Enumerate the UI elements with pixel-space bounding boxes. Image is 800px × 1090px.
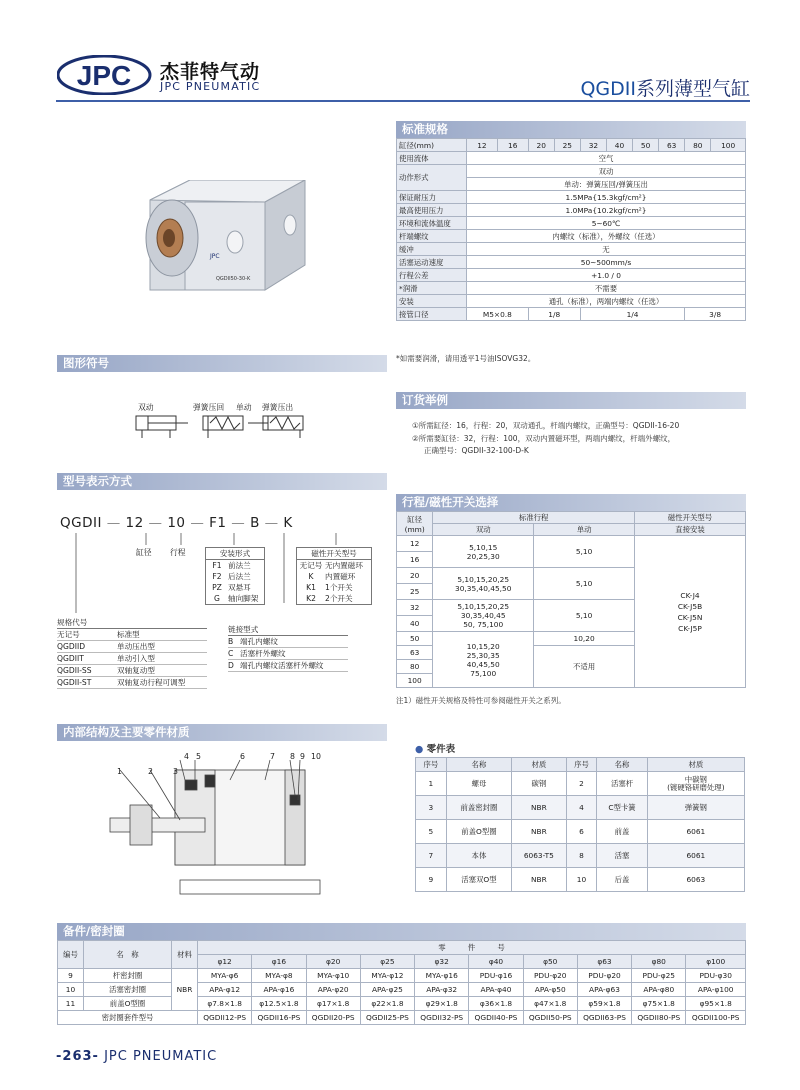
spare-value: PDU-φ16 (469, 969, 523, 983)
parts-cell: NBR (512, 796, 566, 820)
structure-label: 5 (196, 752, 201, 761)
order-line-1: ①所需缸径：16，行程：20，双动通孔，杆端内螺纹，正确型号：QGDII-16-20 (412, 421, 680, 430)
parts-cell: 6063-T5 (512, 844, 566, 868)
symbol-double-label: 双动 (138, 403, 154, 412)
structure-label: 6 (240, 752, 245, 761)
spare-value: φ7.8×1.8 (198, 997, 252, 1011)
structure-label: 10 (311, 752, 321, 761)
spare-value: PDU-φ20 (523, 969, 577, 983)
stroke-bore: 16 (397, 552, 433, 568)
parts-header: 材质 (647, 758, 744, 772)
bore-cell: 25 (554, 139, 580, 152)
spare-no: 9 (58, 969, 84, 983)
parts-cell: 5 (416, 820, 447, 844)
port-value: 3/8 (685, 308, 746, 321)
parts-cell: 前盖密封圈 (446, 796, 511, 820)
parts-cell: 后盖 (597, 868, 647, 892)
spare-value: φ12.5×1.8 (252, 997, 306, 1011)
parts-header: 名称 (597, 758, 647, 772)
spare-no: 10 (58, 983, 84, 997)
parts-cell: 10 (566, 868, 597, 892)
spec-label: 使用流体 (397, 152, 467, 165)
spare-kit: QGDII80-PS (632, 1011, 686, 1025)
parts-cell: 本体 (446, 844, 511, 868)
mount-desc: 双悬耳 (228, 583, 251, 592)
bore-cell: 40 (606, 139, 632, 152)
stroke-std-header: 标准行程 (433, 512, 635, 524)
parts-cell: 前盖 (597, 820, 647, 844)
spare-kit: QGDII50-PS (523, 1011, 577, 1025)
mount-desc: 前法兰 (228, 561, 251, 570)
spec-value: 1.5MPa{15.3kgf/cm²} (467, 191, 746, 204)
spare-name: 活塞密封圈 (84, 983, 172, 997)
order-line-2: ②所需要缸径：32，行程：100，双动内置磁环型，两端内螺纹，杆端外螺纹， (412, 434, 676, 443)
switch-models (635, 536, 746, 688)
switch-code: K1 (306, 583, 316, 592)
structure-drawing (100, 750, 330, 920)
spare-value: PDU-φ20 (577, 969, 631, 983)
stroke-double: 10,15,20 25,30,35 40,45,50 75,100 (433, 632, 534, 688)
parts-cell: 3 (416, 796, 447, 820)
stroke-bore: 50 (397, 632, 433, 646)
parts-cell: NBR (512, 820, 566, 844)
spec-value: 单动：弹簧压回/弹簧压出 (467, 178, 746, 191)
code-title: 规格代号 (57, 617, 207, 629)
spare-value: APA-φ16 (252, 983, 306, 997)
structure-label: 8 (290, 752, 295, 761)
footer-brand: JPC PNEUMATIC (104, 1049, 218, 1064)
parts-cell: 8 (566, 844, 597, 868)
parts-header: 序号 (566, 758, 597, 772)
stroke-bore: 63 (397, 646, 433, 660)
spec-footnote: *如需要润滑，请用透平1号油ISOVG32。 (396, 354, 536, 363)
spec-value: 5~60℃ (467, 217, 746, 230)
code-desc: 标准型 (117, 630, 140, 639)
spare-kit: QGDII25-PS (360, 1011, 414, 1025)
section-spare: 备件/密封圈 (57, 923, 746, 940)
parts-cell: 碳钢 (512, 772, 566, 796)
spare-kit: QGDII40-PS (469, 1011, 523, 1025)
model-part: — (231, 515, 246, 531)
section-order: 订货举例 (396, 392, 746, 409)
parts-header: 材质 (512, 758, 566, 772)
port-value: 1/8 (528, 308, 580, 321)
spare-bore: φ40 (469, 955, 523, 969)
parts-cell: 2 (566, 772, 597, 796)
stroke-switch-header: 磁性开关型号 (635, 512, 746, 524)
stroke-direct-header: 直接安装 (635, 524, 746, 536)
spec-label: 安装 (397, 295, 467, 308)
mount-desc: 后法兰 (228, 572, 251, 581)
spec-label: 保证耐压力 (397, 191, 467, 204)
spare-value: APA-φ40 (469, 983, 523, 997)
parts-cell: 活塞双O型 (446, 868, 511, 892)
structure-label: 7 (270, 752, 275, 761)
parts-cell: 4 (566, 796, 597, 820)
spare-value: MYA-φ12 (360, 969, 414, 983)
spare-kit: QGDII100-PS (686, 1011, 746, 1025)
product-brand-label: JPC (210, 253, 220, 260)
mount-box (205, 547, 265, 605)
mount-code: F1 (212, 561, 222, 570)
model-part: — (148, 515, 163, 531)
code-desc: 单动压出型 (117, 642, 155, 651)
spare-value: MYA-φ10 (306, 969, 360, 983)
page-title (580, 74, 750, 101)
brand-english: JPC PNEUMATIC (160, 80, 261, 93)
spare-value: φ59×1.8 (577, 997, 631, 1011)
model-part: — (106, 515, 121, 531)
spec-label: 杆端螺纹 (397, 230, 467, 243)
switch-desc: 内置磁环 (325, 572, 356, 581)
spare-header-material: 材料 (172, 941, 198, 969)
stroke-single: 不适用 (534, 646, 635, 688)
bore-cell: 20 (528, 139, 554, 152)
cylinder-symbols (128, 410, 318, 440)
switch-code: K (308, 572, 314, 581)
spec-value: 空气 (467, 152, 746, 165)
link-key: C (228, 649, 234, 658)
bore-label: 缸径(mm) (397, 139, 467, 152)
spare-value: APA-φ63 (577, 983, 631, 997)
stroke-bore: 40 (397, 616, 433, 632)
structure-label: 4 (184, 752, 189, 761)
stroke-bore: 20 (397, 568, 433, 584)
spare-value: MYA-φ16 (415, 969, 469, 983)
code-key: QGDII-SS (57, 666, 92, 675)
spare-bore: φ12 (198, 955, 252, 969)
bore-cell: 12 (467, 139, 498, 152)
spare-header-name: 名 称 (84, 941, 172, 969)
spare-name: 杆密封圈 (84, 969, 172, 983)
link-desc: 端孔内螺纹活塞杆外螺纹 (240, 661, 324, 670)
title-prefix: QGDII (580, 78, 636, 100)
spec-value: 双动 (467, 165, 746, 178)
spare-value: APA-φ100 (686, 983, 746, 997)
bore-cell: 32 (580, 139, 606, 152)
stroke-bore: 100 (397, 674, 433, 688)
spare-bore: φ80 (632, 955, 686, 969)
link-key: B (228, 637, 234, 646)
spec-value: 内螺纹（标准），外螺纹（任选） (467, 230, 746, 243)
title-suffix: 系列薄型气缸 (635, 78, 750, 100)
spare-kit: QGDII16-PS (252, 1011, 306, 1025)
model-part: — (264, 515, 279, 531)
mount-code: PZ (212, 583, 222, 592)
page-footer (56, 1049, 217, 1064)
stroke-bore-header (397, 512, 433, 536)
spare-bore: φ20 (306, 955, 360, 969)
stroke-table (396, 511, 746, 688)
title-divider (56, 100, 750, 102)
spare-name: 前盖O型圈 (84, 997, 172, 1011)
parts-table (415, 757, 745, 892)
stroke-double-header: 双动 (433, 524, 534, 536)
stroke-bore: 25 (397, 584, 433, 600)
bore-caption: 缸径 (136, 548, 152, 557)
spec-value: 1.0MPa{10.2kgf/cm²} (467, 204, 746, 217)
stroke-single: 5,10 (534, 568, 635, 600)
spare-bore: φ100 (686, 955, 746, 969)
spare-value: PDU-φ25 (632, 969, 686, 983)
switch-code: K2 (306, 594, 316, 603)
spare-value: APA-φ12 (198, 983, 252, 997)
mount-code: G (214, 594, 220, 603)
spec-label: 环境和流体温度 (397, 217, 467, 230)
switch-code: 无记号 (299, 561, 323, 570)
spec-label: 最高使用压力 (397, 204, 467, 217)
symbol-spring-extend-label: 弹簧压出 (262, 403, 294, 412)
order-line-3: 正确型号：QGDII-32-100-D-K (424, 446, 529, 455)
parts-cell: 活塞 (597, 844, 647, 868)
parts-cell: 6 (566, 820, 597, 844)
spec-label: 行程公差 (397, 269, 467, 282)
structure-label: 1 (117, 767, 122, 776)
switch-model: CK-J5N (677, 612, 703, 622)
spec-value: +1.0 / 0 (467, 269, 746, 282)
spare-table (57, 940, 746, 1025)
stroke-caption: 行程 (170, 548, 186, 557)
stroke-note: 注1）磁性开关规格及特性可参阅磁性开关之系列。 (396, 696, 566, 705)
parts-cell: 中碳钢 (镀硬铬研磨处理) (647, 772, 744, 796)
link-key: D (228, 661, 234, 670)
bore-cell: 16 (497, 139, 528, 152)
spare-kit: QGDII32-PS (415, 1011, 469, 1025)
stroke-double: 5,10,15 20,25,30 (433, 536, 534, 568)
port-value: 1/4 (580, 308, 684, 321)
stroke-bore-header-text: 缸径 (407, 514, 423, 524)
spare-kit: QGDII12-PS (198, 1011, 252, 1025)
stroke-double: 5,10,15,20,25 30,35,40,45,50 (433, 568, 534, 600)
spare-bore: φ63 (577, 955, 631, 969)
switch-model: CK-J5B (677, 601, 703, 611)
stroke-bore: 12 (397, 536, 433, 552)
spare-value: φ29×1.8 (415, 997, 469, 1011)
switch-title: 磁性开关型号 (297, 548, 371, 560)
spare-value: φ17×1.8 (306, 997, 360, 1011)
stroke-mm-header-text: (mm) (404, 524, 425, 534)
spec-table (396, 138, 746, 321)
spare-value: φ75×1.8 (632, 997, 686, 1011)
spare-kit: QGDII63-PS (577, 1011, 631, 1025)
spare-bore: φ25 (360, 955, 414, 969)
section-spec: 标准规格 (396, 121, 746, 138)
stroke-bore: 80 (397, 660, 433, 674)
spec-value: 50~500mm/s (467, 256, 746, 269)
spare-header-no: 编号 (58, 941, 84, 969)
spare-value: MYA-φ6 (198, 969, 252, 983)
spare-value: APA-φ25 (360, 983, 414, 997)
switch-desc: 2个开关 (325, 594, 353, 603)
spare-value: φ95×1.8 (686, 997, 746, 1011)
spare-bore: φ16 (252, 955, 306, 969)
brand-chinese: 杰菲特气动 (160, 61, 261, 83)
spare-material: NBR (172, 969, 198, 1011)
spare-value: APA-φ20 (306, 983, 360, 997)
parts-cell: 6063 (647, 868, 744, 892)
parts-header: 名称 (446, 758, 511, 772)
model-part: 10 (167, 515, 186, 531)
model-part: F1 (209, 515, 227, 531)
structure-label: 2 (148, 767, 153, 776)
spec-value: 不需要 (467, 282, 746, 295)
spare-bore: φ50 (523, 955, 577, 969)
section-structure: 内部结构及主要零件材质 (57, 724, 387, 741)
code-desc: 双轴复动行程可调型 (117, 678, 186, 687)
spec-label: 动作形式 (397, 165, 467, 191)
switch-desc: 无内置磁环 (325, 561, 363, 570)
model-part: K (283, 515, 293, 531)
page-number: -263- (56, 1049, 99, 1064)
parts-cell: 螺母 (446, 772, 511, 796)
switch-model: CK-J5P (678, 623, 702, 633)
parts-cell: 1 (416, 772, 447, 796)
model-part: 12 (125, 515, 144, 531)
spec-label: 缓冲 (397, 243, 467, 256)
stroke-double: 5,10,15,20,25 30,35,40,45 50, 75,100 (433, 600, 534, 632)
parts-cell: NBR (512, 868, 566, 892)
stroke-single: 5,10 (534, 600, 635, 632)
parts-list-title-text: 零件表 (426, 744, 456, 755)
model-part: B (250, 515, 260, 531)
model-code (60, 515, 293, 531)
symbol-spring-return-label: 弹簧压回 (193, 403, 225, 412)
port-label: 接管口径 (397, 308, 467, 321)
section-model: 型号表示方式 (57, 473, 387, 490)
parts-cell: 6061 (647, 820, 744, 844)
product-code-label: QGDII50-30-K (216, 276, 251, 282)
bore-cell: 63 (659, 139, 685, 152)
spare-value: φ22×1.8 (360, 997, 414, 1011)
mount-desc: 轴向脚架 (228, 594, 259, 603)
link-title: 链接型式 (228, 624, 348, 636)
model-part: — (190, 515, 205, 531)
model-part: QGDII (60, 515, 102, 531)
switch-desc: 1个开关 (325, 583, 353, 592)
code-key: 无记号 (57, 630, 80, 639)
switch-model: CK-J4 (680, 590, 700, 600)
section-symbol: 图形符号 (57, 355, 387, 372)
structure-label: 9 (300, 752, 305, 761)
mount-title: 安装形式 (206, 548, 264, 560)
spare-value: APA-φ50 (523, 983, 577, 997)
structure-label: 3 (173, 767, 178, 776)
code-desc: 双轴复动型 (117, 666, 155, 675)
bore-cell: 50 (633, 139, 659, 152)
parts-list-title (415, 741, 455, 755)
link-box (228, 624, 348, 672)
link-desc: 端孔内螺纹 (240, 637, 278, 646)
parts-cell: 7 (416, 844, 447, 868)
bore-cell: 80 (685, 139, 711, 152)
symbol-single-label: 单动 (236, 403, 252, 412)
code-box (57, 617, 207, 689)
bore-cell: 100 (711, 139, 746, 152)
logo-text: JPC (76, 60, 132, 91)
spare-no: 11 (58, 997, 84, 1011)
stroke-single: 10,20 (534, 632, 635, 646)
switch-box (296, 547, 372, 605)
stroke-single-header: 单动 (534, 524, 635, 536)
spare-value: PDU-φ30 (686, 969, 746, 983)
code-desc: 单动引入型 (117, 654, 155, 663)
spec-value: 无 (467, 243, 746, 256)
port-value: M5×0.8 (467, 308, 529, 321)
spec-label: 活塞运动速度 (397, 256, 467, 269)
spare-kit-label: 密封圈套件型号 (58, 1011, 198, 1025)
parts-header: 序号 (416, 758, 447, 772)
spare-kit: QGDII20-PS (306, 1011, 360, 1025)
spare-value: APA-φ32 (415, 983, 469, 997)
spec-label: *润滑 (397, 282, 467, 295)
stroke-bore: 32 (397, 600, 433, 616)
code-key: QGDIID (57, 642, 86, 651)
parts-cell: 9 (416, 868, 447, 892)
stroke-single: 5,10 (534, 536, 635, 568)
parts-cell: 弹簧钢 (647, 796, 744, 820)
spare-value: MYA-φ8 (252, 969, 306, 983)
parts-cell: C型卡簧 (597, 796, 647, 820)
mount-code: F2 (212, 572, 222, 581)
bullet-icon: ● (415, 744, 424, 755)
spare-value: φ36×1.8 (469, 997, 523, 1011)
section-stroke: 行程/磁性开关选择 (396, 494, 746, 511)
link-desc: 活塞杆外螺纹 (240, 649, 286, 658)
jpc-logo (57, 55, 152, 95)
code-key: QGDIIT (57, 654, 84, 663)
parts-cell: 前盖O型圈 (446, 820, 511, 844)
code-key: QGDII-ST (57, 678, 92, 687)
spare-bore: φ32 (415, 955, 469, 969)
spare-value: φ47×1.8 (523, 997, 577, 1011)
spare-header-part: 零 件 号 (198, 941, 746, 955)
cylinder-photo (140, 180, 310, 300)
parts-cell: 活塞杆 (597, 772, 647, 796)
parts-cell: 6061 (647, 844, 744, 868)
spec-value: 通孔（标准），两端内螺纹（任选） (467, 295, 746, 308)
spare-value: APA-φ80 (632, 983, 686, 997)
